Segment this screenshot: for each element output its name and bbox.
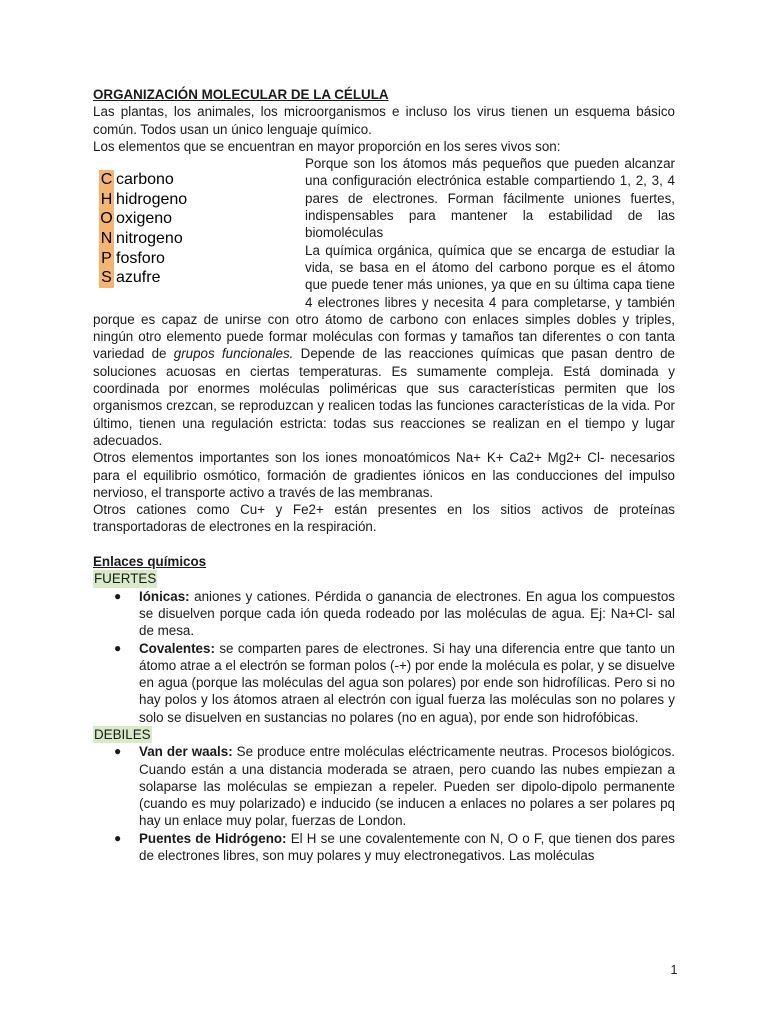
weak-bonds-label-line bbox=[93, 726, 675, 743]
strong-bonds-label-line bbox=[93, 570, 675, 587]
element-row bbox=[99, 229, 211, 249]
element-name: carbono bbox=[116, 171, 174, 189]
bond-term: Covalentes: bbox=[139, 640, 215, 656]
organic-chemistry-text-b: Depende de las reacciones químicas que pasan dentro de soluciones acuosas en ciertas temperaturas. Es sumamente compleja. Está dominada y coordinada por enormes moléculas poliméricas que sus características permiten que los organismos crezcan, se reproduzcan y realicen todas las funciones características de la vida. Por último, tienen una regulación estricta: todas sus reacciones se realizan en el tiempo y lugar adecuados. bbox=[93, 346, 675, 448]
element-name: azufre bbox=[116, 269, 161, 287]
element-name: oxigeno bbox=[116, 210, 173, 228]
chonps-element-list bbox=[93, 157, 305, 307]
bond-term: Van der waals: bbox=[139, 744, 233, 760]
bond-term: Puentes de Hidrógeno: bbox=[139, 830, 287, 846]
bond-term: Iónicas: bbox=[139, 588, 190, 604]
page-number: 1 bbox=[670, 963, 678, 977]
element-symbol: N bbox=[100, 229, 113, 247]
element-row bbox=[99, 249, 211, 269]
elements-intro-paragraph: Los elementos que se encuentran en mayor proporción en los seres vivos son: bbox=[93, 138, 561, 154]
bullet-icon: ● bbox=[114, 830, 122, 845]
bullet-icon: ● bbox=[114, 588, 122, 603]
bond-description: se comparten pares de electrones. Si hay una diferencia entre que tanto un átomo atrae a el electrón se forman polos (-+) por ende la molécula es polar, y se disuelve en agua (porque las moléculas del agua son polares) por ende son hidrofílicas. Pero si no hay polos y los átomos atraen al electrón con igual fuerza las moléculas son no polares y solo se disuelven en sustancias no polares (no en agua), por ende son hidrofóbicas. bbox=[139, 640, 675, 725]
bullet-icon: ● bbox=[114, 744, 122, 759]
intro-paragraph: Las plantas, los animales, los microorganismos e incluso los virus tienen un esquema básico común. Todos usan un único lenguaje químico. bbox=[93, 104, 675, 137]
small-atoms-paragraph: Porque son los átomos más pequeños que pueden alcanzar una configuración electrónica estable compartiendo 1, 2, 3, 4 pares de electrones. Forman fácilmente uniones fuertes, indispensables para mantener la estabilidad de las biomoléculas bbox=[305, 156, 675, 241]
element-row bbox=[99, 268, 211, 288]
cations-paragraph: Otros cationes como Cu+ y Fe2+ están presentes en los sitios activos de proteínas transportadoras de electrones en la respiración. bbox=[93, 502, 675, 535]
bond-description: Se produce entre moléculas eléctricamente neutras. Procesos biológicos. Cuando están a una distancia moderada se atraen, pero cuando las nubes empiezan a solaparse las moléculas se empiezan a repeler. Pueden ser dipolo-dipolo permanente (cuando es muy polarizado) e inducido (se inducen a enlaces no polares a ser polares pq hay un enlace muy polar, fuerzas de London. bbox=[139, 744, 675, 829]
element-row bbox=[99, 170, 211, 190]
blank-line bbox=[93, 536, 675, 553]
element-name: nitrogeno bbox=[116, 229, 183, 247]
bond-list-item bbox=[93, 640, 675, 726]
document-page bbox=[93, 86, 675, 864]
bond-list-item bbox=[93, 743, 675, 829]
organic-chemistry-text-a: La química orgánica, química que se encarga de estudiar la vida, se basa en el átomo del carbono porque es el átomo que puede tener más uniones, ya que en su última capa tiene 4 electrones libres y necesita 4 para completarse, y también porque es capaz de unirse con otro átomo de carbono con enlaces simples dobles y triples, ningún otro elemento puede formar moléculas con formas y tamaños tan diferentes o con tanta variedad de bbox=[93, 242, 675, 362]
element-symbol: H bbox=[100, 190, 113, 208]
element-symbol: P bbox=[99, 249, 114, 269]
strong-bonds-label: FUERTES bbox=[94, 571, 157, 587]
element-name: fosforo bbox=[116, 249, 165, 267]
element-symbol: O bbox=[100, 210, 113, 228]
document-title: ORGANIZACIÓN MOLECULAR DE LA CÉLULA bbox=[93, 87, 389, 102]
bond-list-item bbox=[93, 830, 675, 865]
chonps-box bbox=[99, 170, 211, 288]
element-name: hidrogeno bbox=[116, 190, 188, 208]
ions-paragraph: Otros elementos importantes son los iones monoatómicos Na+ K+ Ca2+ Mg2+ Cl- necesarios para el equilibrio osmótico, formación de gradientes iónicos en las conducciones del impulso nervioso, el transporte activo a través de las membranas. bbox=[93, 450, 675, 500]
functional-groups-term: grupos funcionales. bbox=[173, 346, 294, 362]
bullet-icon: ● bbox=[114, 640, 122, 655]
bond-list-item bbox=[93, 588, 675, 640]
strong-bonds-list bbox=[93, 588, 675, 726]
element-row bbox=[99, 190, 211, 210]
element-symbol: S bbox=[99, 268, 114, 288]
weak-bonds-label: DEBILES bbox=[94, 726, 151, 742]
section-title-bonds: Enlaces químicos bbox=[93, 554, 207, 570]
weak-bonds-list bbox=[93, 743, 675, 864]
element-symbol: C bbox=[100, 171, 113, 189]
bond-description: aniones y cationes. Pérdida o ganancia de electrones. En agua los compuestos se disuelven porque cada ión queda rodeado por las moléculas de agua. Ej: Na+Cl- sal de mesa. bbox=[139, 588, 675, 639]
element-row bbox=[99, 209, 211, 229]
bond-description: El H se une covalentemente con N, O o F, que tienen dos pares de electrones libres, son muy polares y muy electronegativos. Las moléculas bbox=[139, 830, 675, 864]
